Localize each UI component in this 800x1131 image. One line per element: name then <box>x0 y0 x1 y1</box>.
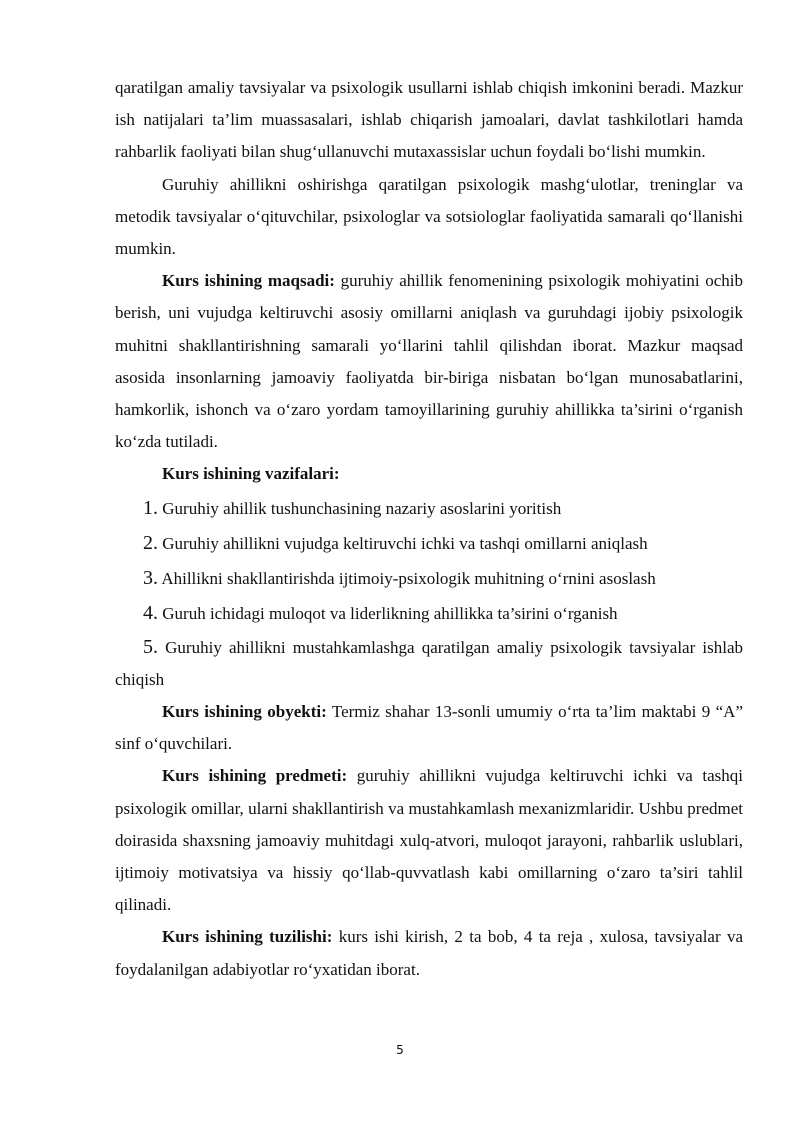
paragraph-subject <box>115 760 743 921</box>
task-item <box>115 596 743 631</box>
goal-text: guruhiy ahillik fenomenining psixologik mohiyatini ochib berish, uni vujudga keltiruvchi asosiy omillarni aniqlash va guruhdagi ijobiy psixologik muhitni shakllantirishning samarali yo‘llarini tahlil qilishdan iborat. Mazkur maqsad asosida insonlarning jamoaviy faoliyatda bir-biriga nisbatan bo‘lgan munosabatlarini, hamkorlik, ishonch va o‘zaro yordam tamoyillarining guruhiy ahillikka ta’sirini o‘rganish ko‘zda tutiladi. <box>115 271 743 452</box>
task-text: Guruhiy ahillik tushunchasining nazariy asoslarini yoritish <box>162 498 562 518</box>
task-item <box>115 526 743 561</box>
task-text: Ahillikni shakllantirishda ijtimoiy-psixologik muhitning o‘rnini asoslash <box>161 568 656 588</box>
paragraph-goal <box>115 265 743 458</box>
task-text: Guruhiy ahillikni vujudga keltiruvchi ichki va tashqi omillarni aniqlash <box>162 533 648 553</box>
task-number: 1. <box>143 496 158 519</box>
task-item <box>115 631 743 696</box>
subject-label: Kurs ishining predmeti: <box>162 766 348 786</box>
task-text: Guruhiy ahillikni mustahkamlashga qaratilgan amaliy psixologik tavsiyalar ishlab chiqish <box>115 637 743 689</box>
paragraph-object <box>115 696 743 760</box>
structure-text: kurs ishi kirish, 2 ta bob, 4 ta reja , xulosa, tavsiyalar va foydalanilgan adabiyotlar ro‘yxatidan iborat. <box>115 927 743 979</box>
task-item <box>115 491 743 526</box>
tasks-label: Kurs ishining vazifalari: <box>162 464 340 484</box>
tasks-heading <box>115 458 743 490</box>
task-number: 4. <box>143 601 158 624</box>
page-number: 5 <box>396 1043 404 1057</box>
task-text: Guruh ichidagi muloqot va liderlikning ahillikka ta’sirini o‘rganish <box>162 603 618 623</box>
structure-label: Kurs ishining tuzilishi: <box>162 927 333 947</box>
object-text: Termiz shahar 13-sonli umumiy o‘rta ta’lim maktabi 9 “A” sinf o‘quvchilari. <box>115 702 743 754</box>
object-label: Kurs ishining obyekti: <box>162 702 327 722</box>
task-number: 5. <box>143 635 158 658</box>
tasks-list <box>115 491 743 696</box>
task-number: 2. <box>143 531 158 554</box>
task-number: 3. <box>143 566 158 589</box>
paragraph-structure <box>115 921 743 985</box>
paragraph-applications: Guruhiy ahillikni oshirishga qaratilgan psixologik mashg‘ulotlar, treninglar va metodik tavsiyalar o‘qituvchilar, psixologlar va sotsiologlar faoliyatida samarali qo‘llanishi mumkin. <box>115 174 743 259</box>
task-item <box>115 561 743 596</box>
subject-text: guruhiy ahillikni vujudga keltiruvchi ichki va tashqi psixologik omillar, ularni shakllantirish va mustahkamlash mexanizmlaridir. Ushbu predmet doirasida shaxsning jamoaviy muhitdagi xulq-atvori, muloqot jarayoni, rahbarlik uslublari, ijtimoiy motivatsiya va hissiy qo‘llab-quvvatlash kabi omillarning o‘zaro ta’siri tahlil qilinadi. <box>115 766 744 915</box>
goal-label: Kurs ishining maqsadi: <box>162 271 335 291</box>
paragraph-intro-continued: qaratilgan amaliy tavsiyalar va psixologik usullarni ishlab chiqish imkonini beradi. Mazkur ish natijalari ta’lim muassasalari, ishlab chiqarish jamoalari, davlat tashkilotlari hamda rahbarlik faoliyati bilan shug‘ullanuvchi mutaxassislar uchun foydali bo‘lishi mumkin. <box>115 78 743 162</box>
